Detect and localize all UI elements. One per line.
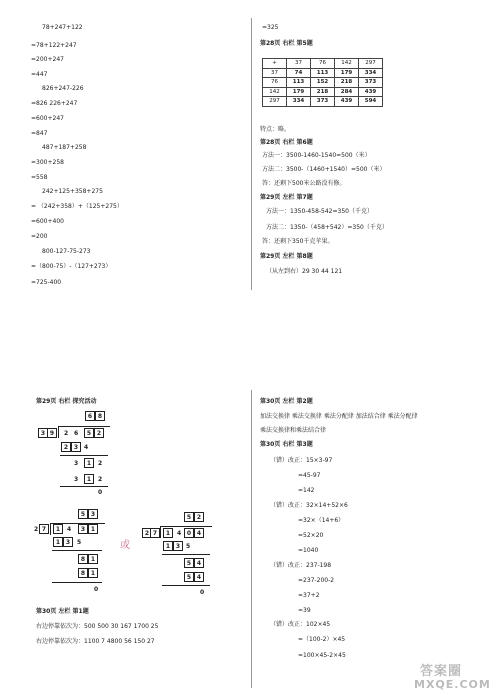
calc-line: =725-400	[31, 279, 62, 286]
table-cell: 284	[335, 87, 359, 97]
subtract-line	[60, 486, 108, 487]
calc-line: 78+247+122	[42, 24, 83, 31]
calc-line: =325	[262, 24, 279, 31]
digit: 0	[200, 589, 205, 596]
table-cell: 76	[263, 78, 287, 88]
table-cell: 297	[263, 97, 287, 107]
table-cell: 76	[311, 59, 335, 69]
method-line: 方法二：3500-（1460+1540）=500（米）	[262, 166, 386, 173]
section-heading: 第29页 左栏 第7题	[260, 194, 313, 201]
table-cell: 37	[263, 68, 287, 78]
calc-line: =200	[31, 233, 48, 240]
section-heading: 第28页 右栏 第5题	[260, 40, 313, 47]
calc-line: =826 226+247	[31, 100, 78, 107]
digit-box: 8	[95, 411, 105, 421]
digit-box: 7	[150, 528, 160, 538]
digit-box: 2	[61, 442, 71, 452]
sequence-answer: （从左到右）29 30 44 121	[266, 268, 343, 275]
answer-line: 答：还剩下500米公路没有修。	[262, 180, 346, 187]
section-heading: 第28页 右栏 第6题	[260, 139, 313, 146]
table-cell: +	[263, 59, 287, 69]
correction-line: =45-97	[298, 472, 321, 479]
division-bracket	[58, 426, 59, 438]
digit: 2	[34, 526, 39, 533]
digit: 4	[84, 444, 89, 451]
digit: 2	[64, 430, 69, 437]
digit-box: 4	[194, 572, 204, 582]
digit-box: 1	[84, 474, 94, 484]
laws-line: 乘法交换律和乘法结合律	[260, 427, 327, 434]
calc-line: =（800-75）-（127+273）	[31, 263, 112, 270]
digit-box: 5	[184, 572, 194, 582]
digit-box: 5	[184, 558, 194, 568]
table-header-row	[263, 59, 383, 69]
table-cell: 218	[335, 78, 359, 88]
table-cell: 594	[359, 97, 383, 107]
digit-box: 1	[84, 458, 94, 468]
table-cell: 74	[287, 68, 311, 78]
correction-line: （错）改正：15×3-97	[270, 457, 333, 464]
digit-box: 7	[39, 524, 49, 534]
table-cell: 152	[311, 78, 335, 88]
division-bar	[58, 426, 110, 427]
digit-box: 1	[163, 541, 173, 551]
answer-line: 答：还剩下350千克苹果。	[262, 238, 334, 245]
digit-box: 6	[85, 411, 95, 421]
calc-line: 826+247-226	[42, 85, 84, 92]
digit: 2	[98, 476, 103, 483]
digit: 3	[74, 476, 79, 483]
calc-line: =558	[31, 174, 48, 181]
digit-box: 5	[84, 428, 94, 438]
digit-box: 3	[71, 442, 81, 452]
calc-line: =600+247	[31, 115, 64, 122]
calc-line: =847	[31, 130, 48, 137]
correction-line: =32×（14+6）	[298, 517, 345, 524]
calc-line: =78+122+247	[31, 42, 77, 49]
correction-line: （错）改正：237-198	[270, 562, 332, 569]
table-row	[263, 87, 383, 97]
table-cell: 179	[335, 68, 359, 78]
digit-box: 2	[94, 428, 104, 438]
correction-line: =142	[298, 487, 315, 494]
digit-box: 4	[194, 558, 204, 568]
method-line: 方法一：1350-458-542=350（千克）	[266, 208, 373, 215]
section-heading: 第30页 左栏 第2题	[260, 398, 313, 405]
section-heading: 第29页 右栏 探究活动	[36, 398, 97, 405]
top-column-divider	[251, 18, 252, 290]
digit-box: 8	[78, 554, 88, 564]
table-cell: 142	[263, 87, 287, 97]
digit-box: 5	[184, 512, 194, 522]
correction-line: =100×45-2×45	[298, 652, 346, 659]
digit-box: 1	[53, 524, 63, 534]
subtract-line	[162, 585, 210, 586]
watermark-logo-text: 答案圈	[420, 664, 463, 679]
calc-line: 242+125+358+275	[42, 188, 103, 195]
digit-box: 1	[53, 537, 63, 547]
subtract-line	[60, 455, 108, 456]
calc-line: 800-127-75-273	[42, 248, 91, 255]
table-cell: 439	[335, 97, 359, 107]
digit-box: 2	[194, 512, 204, 522]
section-heading: 第30页 左栏 第1题	[36, 608, 89, 615]
section-heading: 第30页 右栏 第3题	[260, 441, 313, 448]
method-line: 方法一：3500-1460-1540=500（米）	[262, 152, 371, 159]
calc-line: =200+247	[31, 56, 64, 63]
digit-box: 3	[63, 537, 73, 547]
digit: 0	[94, 586, 99, 593]
digit-box: 1	[88, 554, 98, 564]
digit-box: 3	[88, 509, 98, 519]
subtract-line	[162, 554, 210, 555]
digit-box: 1	[163, 528, 173, 538]
calc-line: =300+258	[31, 159, 64, 166]
bottom-column-divider	[251, 390, 252, 688]
digit-box: 3	[38, 428, 48, 438]
digit: 5	[186, 543, 191, 550]
or-label: 或	[120, 540, 130, 551]
digit: 4	[177, 530, 182, 537]
calc-line: =447	[31, 71, 48, 78]
digit-box: 3	[78, 524, 88, 534]
subtract-line	[52, 582, 102, 583]
table-cell: 142	[335, 59, 359, 69]
digit: 4	[67, 526, 72, 533]
table-cell: 113	[287, 78, 311, 88]
digit-box: 4	[194, 528, 204, 538]
correction-line: （错）改正：102×45	[270, 621, 331, 628]
calc-line: 487+187+258	[42, 144, 87, 151]
digit-box: 9	[47, 428, 57, 438]
table-cell: 334	[359, 68, 383, 78]
division-bracket	[160, 526, 161, 538]
digit-box: 1	[88, 524, 98, 534]
calc-line: =600+400	[31, 218, 64, 225]
digit: 0	[98, 489, 103, 496]
digit-box: 5	[78, 509, 88, 519]
digit-box: 1	[88, 568, 98, 578]
division-bracket	[50, 523, 51, 535]
correction-line: =（100-2）×45	[298, 636, 346, 643]
table-cell: 373	[359, 78, 383, 88]
digit-box: 8	[78, 568, 88, 578]
section-heading: 第29页 左栏 第8题	[260, 253, 313, 260]
digit-box: 0	[184, 528, 194, 538]
correction-line: =1040	[298, 547, 319, 554]
answer-row: 右边停靠依次为：1100 7 4800 56 150 27	[36, 638, 155, 645]
table-cell: 37	[287, 59, 311, 69]
table-row	[263, 78, 383, 88]
digit: 3	[74, 460, 79, 467]
digit-box: 2	[142, 528, 152, 538]
digit: 5	[77, 539, 82, 546]
correction-line: =39	[298, 607, 311, 614]
table-cell: 179	[287, 87, 311, 97]
table-row	[263, 68, 383, 78]
addition-table	[262, 58, 383, 107]
correction-line: （错）改正：32×14+52×6	[270, 502, 348, 509]
table-cell: 218	[311, 87, 335, 97]
correction-line: =237-200-2	[298, 577, 335, 584]
correction-line: =52×20	[298, 532, 324, 539]
table-cell: 297	[359, 59, 383, 69]
table-cell: 113	[311, 68, 335, 78]
watermark-url-text: MXQE.COM	[414, 678, 491, 691]
correction-line: =37+2	[298, 592, 320, 599]
digit-box: 3	[173, 541, 183, 551]
method-line: 方法二：1350-（458+542）=350（千克）	[266, 224, 388, 231]
laws-line: 加法交换律 乘法交换律 乘法分配律 加法结合律 乘法分配律	[260, 413, 418, 420]
table-cell: 439	[359, 87, 383, 97]
division-bar	[160, 526, 212, 527]
table-row	[263, 97, 383, 107]
answer-row: 右边停靠依次为：500 500 30 167 1700 25	[36, 623, 159, 630]
table-cell: 334	[287, 97, 311, 107]
table-cell: 373	[311, 97, 335, 107]
digit: 2	[98, 460, 103, 467]
subtract-line	[52, 550, 102, 551]
feature-note: 特点：略。	[260, 126, 291, 133]
calc-line: = （242+358）+（125+275）	[31, 203, 123, 210]
digit: 6	[74, 430, 79, 437]
